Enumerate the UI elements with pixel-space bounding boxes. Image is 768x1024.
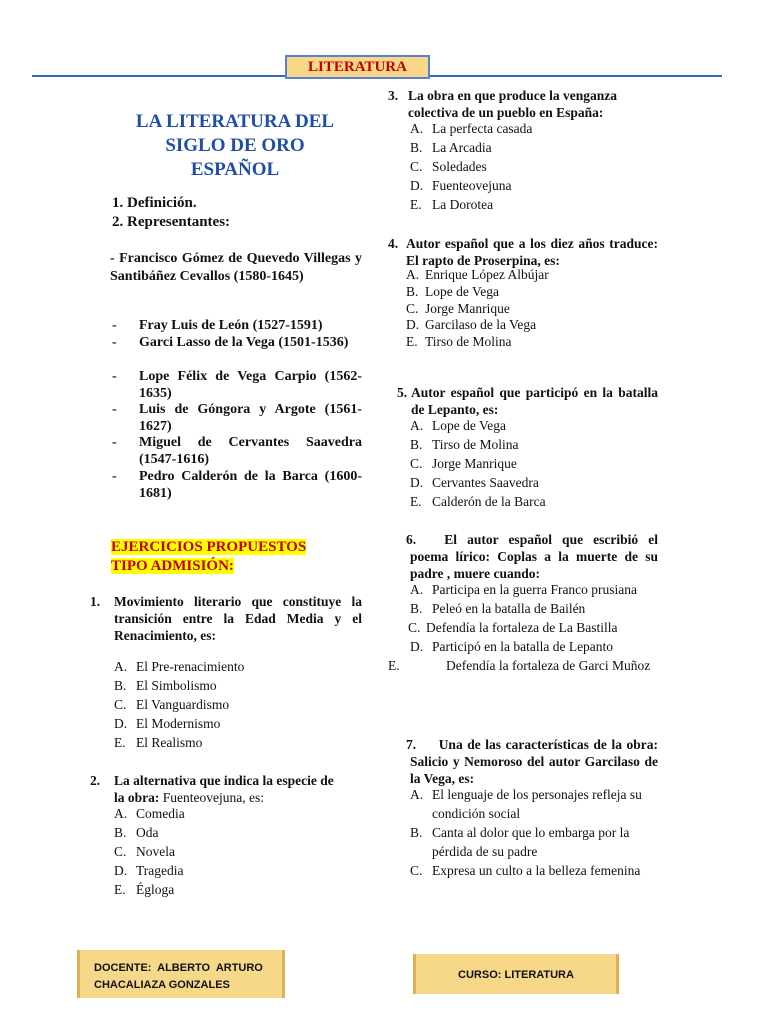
question-2-options (114, 804, 185, 899)
option-text: Comedia (136, 806, 185, 821)
option-text: Expresa un culto a la belleza femenina (432, 863, 641, 878)
question-number: 5. (397, 385, 408, 400)
representative-text: Garci Lasso de la Vega (1501-1536) (139, 335, 349, 350)
option-text: Enrique López Albújar (425, 267, 549, 282)
option-text: Tragedia (136, 863, 184, 878)
question-1 (90, 593, 362, 644)
option-item (410, 138, 532, 157)
option-letter: B. (410, 825, 423, 840)
option-item (410, 785, 658, 823)
option-text: Canta al dolor que lo embarga por la pérdida de su padre (432, 825, 630, 859)
option-text: Jorge Manrique (432, 456, 517, 471)
question-text-rest: Fuenteovejuna, es: (162, 790, 264, 805)
question-2 (90, 772, 340, 806)
option-letter: E. (410, 494, 422, 509)
section-definicion: 1. Definición. (112, 195, 197, 211)
representative-text: Fray Luis de León (1527-1591) (139, 318, 323, 333)
option-text: Tirso de Molina (432, 437, 519, 452)
docente-line-1: DOCENTE: ALBERTO ARTURO (94, 962, 263, 974)
representative-text: Pedro Calderón de la Barca (1600-1681) (139, 469, 362, 501)
question-text (114, 772, 340, 806)
question-text: Autor español que participó en la batalla de Lepanto, es: (411, 385, 658, 417)
option-item (410, 454, 546, 473)
option-text: El lenguaje de los personajes refleja su condición social (432, 787, 642, 821)
option-letter: B. (410, 140, 423, 155)
option-letter: E. (114, 735, 126, 750)
question-text-bold: La alternativa que indica la especie de la obra: (114, 773, 334, 805)
option-text: Garcilaso de la Vega (425, 317, 537, 333)
option-item (114, 880, 185, 899)
footer-curso: CURSO: LITERATURA (413, 954, 619, 994)
option-letter: C. (114, 697, 127, 712)
option-letter: D. (406, 317, 420, 333)
option-item (410, 637, 658, 656)
option-text: Lope de Vega (425, 283, 499, 299)
option-item (388, 656, 658, 675)
question-number: 6. (406, 532, 417, 547)
question-5-options (410, 416, 546, 511)
option-letter: B. (114, 825, 127, 840)
question-text: Autor español que a los diez años traduce: El rapto de Proserpina, es: (406, 236, 658, 268)
option-letter: A. (410, 787, 424, 802)
option-item (406, 317, 549, 334)
option-letter: B. (114, 678, 127, 693)
option-letter: E. (406, 334, 418, 350)
option-letter: D. (114, 716, 128, 731)
representative-item: - Pedro Calderón de la Barca (1600-1681) (112, 469, 362, 501)
option-letter: A. (114, 806, 128, 821)
title-line-1: LA LITERATURA DEL (135, 111, 335, 132)
option-text: Cervantes Saavedra (432, 475, 539, 490)
option-letter: A. (114, 659, 128, 674)
option-text: Defendía la fortaleza de La Bastilla (426, 620, 618, 635)
exercises-title-line-1: EJERCICIOS PROPUESTOS (111, 539, 307, 555)
intro-paragraph: - Francisco Gómez de Quevedo Villegas y Santibáñez Cevallos (1580-1645) (110, 251, 362, 284)
option-item (410, 861, 658, 880)
option-item (406, 334, 549, 351)
option-item (114, 676, 244, 695)
question-7-options (410, 785, 658, 880)
option-text: Participa en la guerra Franco prusiana (432, 582, 638, 597)
option-letter: D. (410, 178, 424, 193)
question-1-options (114, 657, 244, 752)
option-item (114, 733, 244, 752)
option-item (408, 618, 658, 637)
option-text: Égloga (136, 882, 175, 897)
representative-item: - Fray Luis de León (1527-1591) (112, 318, 362, 335)
option-letter: C. (114, 844, 127, 859)
option-letter: D. (410, 639, 424, 654)
option-text: El Simbolismo (136, 678, 217, 693)
option-item (410, 823, 658, 861)
exercises-title-line-2: TIPO ADMISIÓN: (111, 558, 234, 574)
question-5 (397, 384, 658, 418)
option-text: Soledades (432, 159, 487, 174)
question-number: 3. (388, 88, 399, 103)
question-3-options (410, 119, 532, 214)
option-letter: C. (408, 620, 421, 635)
option-text: Jorge Manrique (425, 300, 510, 316)
option-text: El Modernismo (136, 716, 221, 731)
representative-text: Lope Félix de Vega Carpio (1562-1635) (139, 369, 362, 401)
representative-text: Luis de Góngora y Argote (1561-1627) (139, 402, 362, 434)
docente-line-2: CHACALIAZA GONZALES (94, 979, 230, 991)
option-item (410, 195, 532, 214)
option-letter: D. (410, 475, 424, 490)
representative-item: - Miguel de Cervantes Saavedra (1547-1616) (112, 435, 362, 467)
option-text: Defendía la fortaleza de Garci Muñoz (446, 658, 651, 673)
representative-item: - Garci Lasso de la Vega (1501-1536) (112, 335, 362, 352)
question-6 (406, 531, 659, 582)
option-letter: E. (410, 197, 422, 212)
option-text: El Realismo (136, 735, 203, 750)
option-text: Peleó en la batalla de Bailén (432, 601, 586, 616)
option-text: La Arcadia (432, 140, 492, 155)
question-7 (406, 736, 658, 787)
question-text: Una de las características de la obra: Salicio y Nemoroso del autor Garcilaso de la Vega, es: (410, 737, 658, 786)
option-item (410, 119, 532, 138)
representative-item: - Lope Félix de Vega Carpio (1562-1635) (112, 369, 362, 401)
option-letter: B. (410, 437, 423, 452)
footer-docente (77, 950, 285, 998)
option-item (406, 267, 549, 284)
option-letter: A. (410, 582, 424, 597)
option-item (410, 416, 546, 435)
representative-text: Miguel de Cervantes Saavedra (1547-1616) (139, 435, 362, 467)
question-number: 4. (388, 236, 399, 251)
option-item (406, 301, 549, 318)
option-letter: A. (410, 121, 424, 136)
option-letter: C. (410, 159, 423, 174)
option-item (114, 714, 244, 733)
option-text: Oda (136, 825, 159, 840)
option-text: Calderón de la Barca (432, 494, 546, 509)
question-4 (388, 235, 658, 269)
option-item (114, 823, 185, 842)
question-number: 2. (90, 773, 101, 788)
option-item (114, 804, 185, 823)
option-letter: E. (114, 882, 126, 897)
section-representantes: 2. Representantes: (112, 214, 231, 230)
question-text: Movimiento literario que constituye la transición entre la Edad Media y el Renacimiento, es: (114, 594, 362, 643)
option-item (410, 435, 546, 454)
option-text: La Dorotea (432, 197, 494, 212)
option-letter: A. (406, 267, 420, 282)
option-text: El Vanguardismo (136, 697, 230, 712)
option-letter: B. (406, 283, 419, 299)
exercises-title (111, 538, 341, 576)
option-item (114, 695, 244, 714)
option-item (114, 842, 185, 861)
option-item (410, 492, 546, 511)
question-text: La obra en que produce la venganza colectiva de un pueblo en España: (408, 88, 618, 120)
option-item (410, 580, 658, 599)
option-text: Novela (136, 844, 175, 859)
question-6-options (388, 580, 658, 675)
title-line-3: ESPAÑOL (190, 159, 280, 180)
option-letter: C. (406, 300, 419, 316)
question-number: 1. (90, 594, 101, 609)
question-text: El autor español que escribió el poema lírico: Coplas a la muerte de su padre , muere cuando: (410, 532, 659, 581)
option-letter: D. (114, 863, 128, 878)
option-item (410, 473, 546, 492)
option-text: El Pre-renacimiento (136, 659, 245, 674)
option-text: La perfecta casada (432, 121, 533, 136)
option-item (410, 176, 532, 195)
page-title (110, 110, 360, 182)
header-badge: LITERATURA (285, 55, 430, 79)
option-text: Lope de Vega (432, 418, 506, 433)
question-3 (388, 87, 658, 121)
option-letter: C. (410, 456, 423, 471)
option-letter: B. (410, 601, 423, 616)
question-number: 7. (406, 737, 417, 752)
option-item (410, 599, 658, 618)
option-text: Participó en la batalla de Lepanto (432, 639, 614, 654)
option-letter: E. (388, 658, 400, 673)
question-4-options (406, 267, 549, 351)
option-letter: A. (410, 418, 424, 433)
option-letter: C. (410, 863, 423, 878)
option-item (406, 284, 549, 301)
option-text: Tirso de Molina (425, 334, 512, 350)
option-item (410, 157, 532, 176)
option-text: Fuenteovejuna (432, 178, 512, 193)
option-item (114, 657, 244, 676)
title-line-2: SIGLO DE ORO (165, 135, 305, 156)
option-item (114, 861, 185, 880)
representative-item: - Luis de Góngora y Argote (1561-1627) (112, 402, 362, 434)
